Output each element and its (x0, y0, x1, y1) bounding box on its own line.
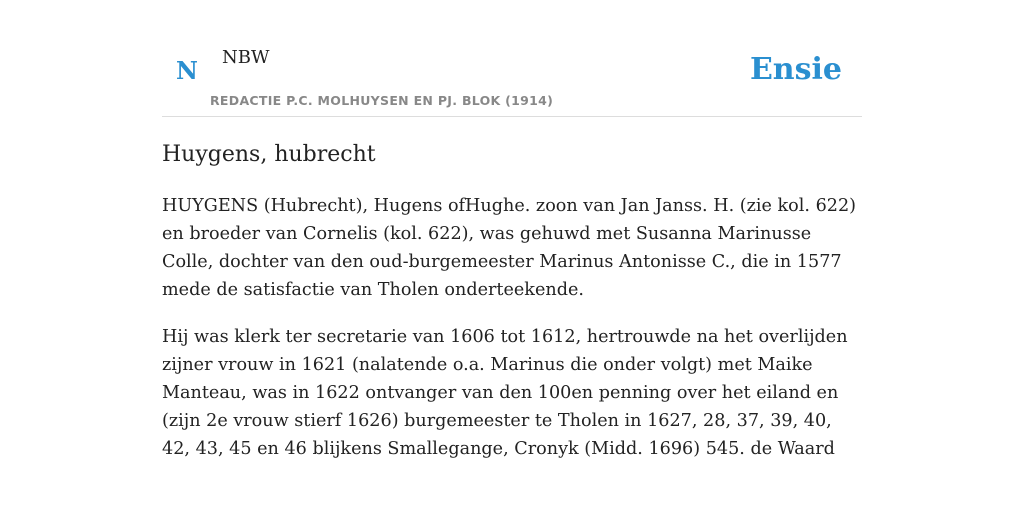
entry-paragraph: HUYGENS (Hubrecht), Hugens ofHughe. zoon van Jan Janss. H. (zie kol. 622) en broeder van Cornelis (kol. 622), was gehuwd met Susanna Marinusse Colle, dochter van den oud-burgemeester Marinus Antonisse C., die in 1577 mede de satisfactie van Tholen onderteekende. (162, 196, 857, 300)
entry-card (162, 0, 862, 512)
entry-body (162, 192, 862, 482)
source-header (162, 0, 862, 117)
source-logo[interactable]: N (176, 56, 198, 85)
source-title[interactable]: NBW (222, 47, 270, 68)
brand-logo[interactable]: Ensie (749, 52, 842, 87)
source-subtitle: REDACTIE P.C. MOLHUYSEN EN PJ. BLOK (1914) (210, 93, 554, 108)
entry-title: Huygens, hubrecht (162, 142, 376, 167)
entry-paragraph: Hij was klerk ter secretarie van 1606 tot 1612, hertrouwde na het overlijden zijner vrouw in 1621 (nalatende o.a. Marinus die onder volgt) met Maike Manteau, was in 1622 ontvanger van den 100en penning over het eiland en (zijn 2e vrouw stierf 1626) burgemeester te Tholen in 1627, 28, 37, 39, 40, 42, 43, 45 en 46 blijkens Smallegange, Cronyk (Midd. 1696) 545. de Waard (162, 327, 848, 459)
